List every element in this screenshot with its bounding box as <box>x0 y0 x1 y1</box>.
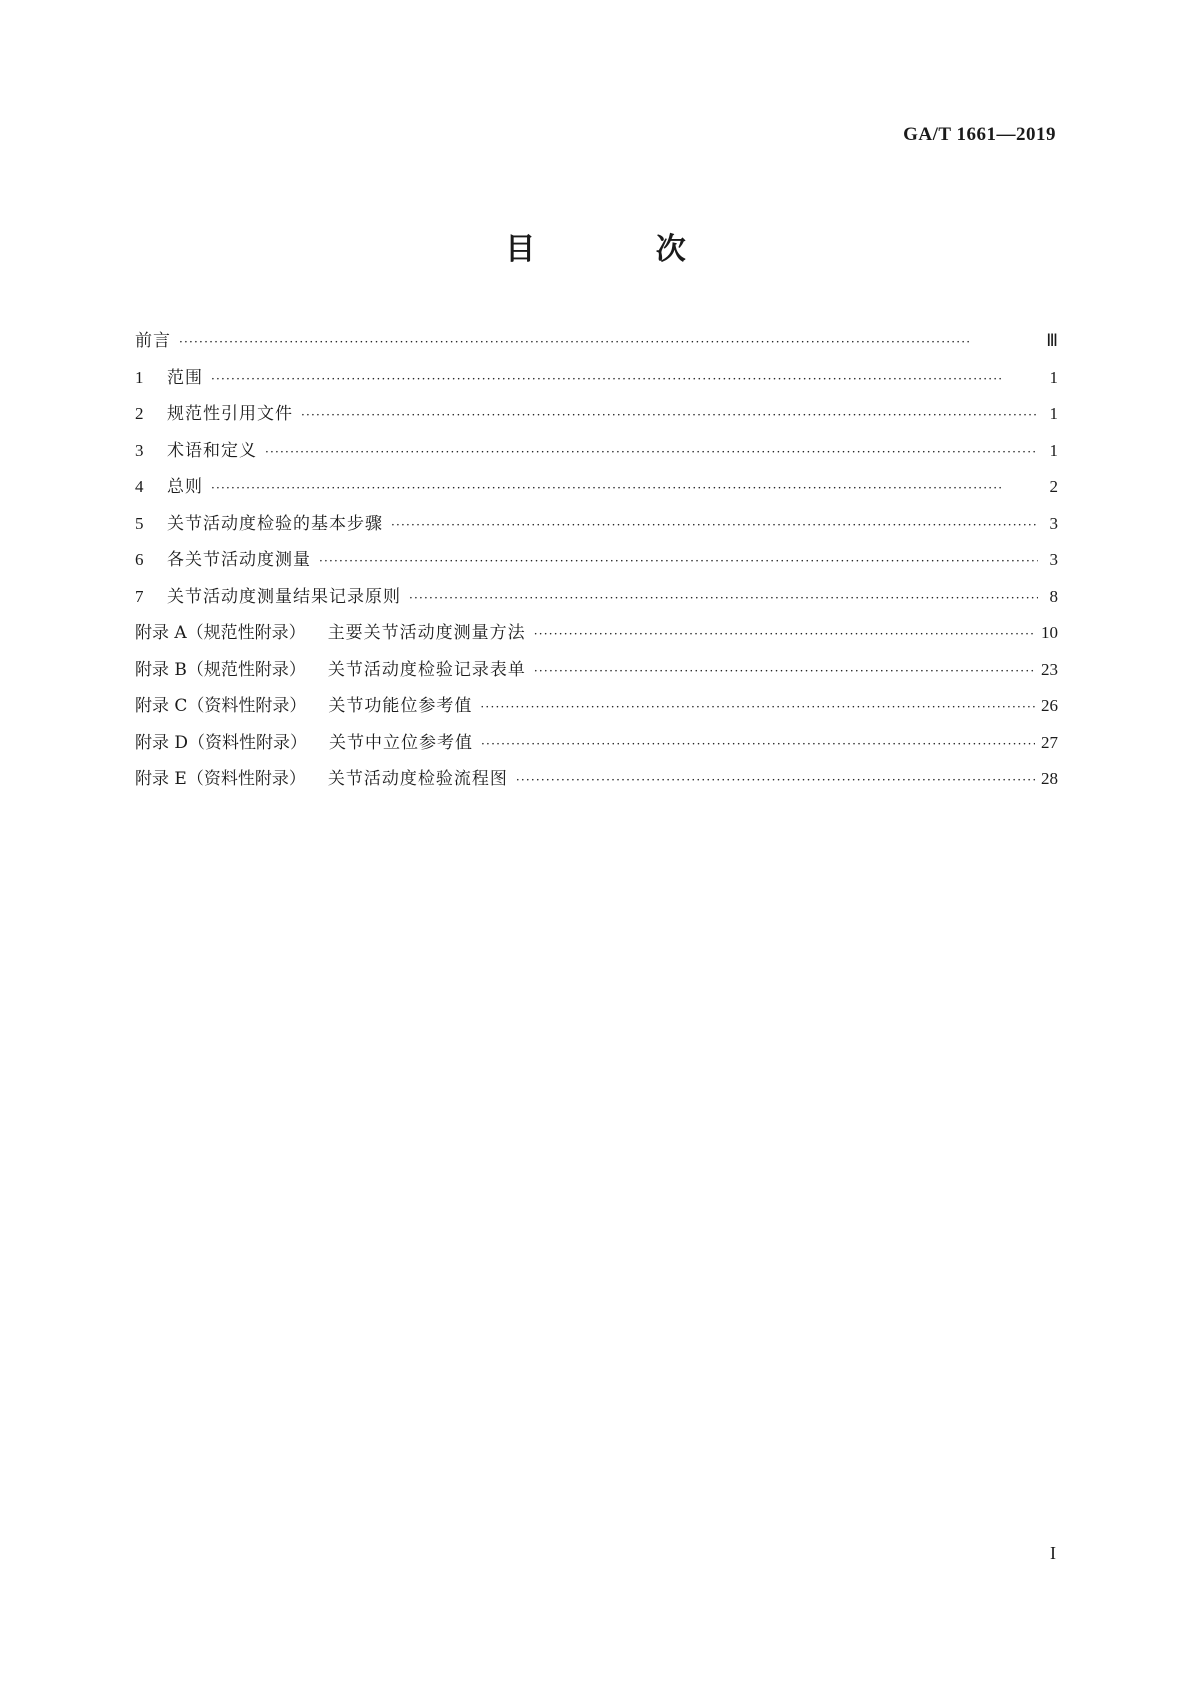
toc-entry-page: 1 <box>1049 440 1058 460</box>
toc-entry-1[interactable] <box>135 363 1058 400</box>
toc-leader-dots <box>480 700 1035 714</box>
page-number: I <box>1050 1543 1056 1563</box>
document-code: GA/T 1661—2019 <box>903 124 1056 145</box>
toc-entry-number: 4 <box>135 477 144 496</box>
toc-entry-2[interactable] <box>135 399 1058 436</box>
toc-entry-label: 规范性引用文件 <box>167 404 293 424</box>
toc-entry-page: 27 <box>1041 732 1058 752</box>
toc-entry-label: 关节活动度检验的基本步骤 <box>167 513 383 534</box>
toc-leader-dots <box>534 664 1035 678</box>
toc-entry-label: 主要关节活动度测量方法 <box>327 623 526 643</box>
toc-leader-dots <box>516 773 1035 787</box>
toc-entry-label: 范围 <box>167 367 203 388</box>
toc-entry-page: 10 <box>1041 623 1058 642</box>
toc-entry-page: 3 <box>1049 513 1058 533</box>
toc-entry-page: 2 <box>1049 477 1058 496</box>
toc-entry-page: 23 <box>1041 659 1058 679</box>
toc-entry-annex-a[interactable] <box>135 618 1058 655</box>
toc-entry-label: 前言 <box>135 331 171 351</box>
toc-entry-page: Ⅲ <box>1046 331 1058 350</box>
toc-leader-dots <box>301 408 1038 422</box>
toc-entry-6[interactable] <box>135 545 1058 582</box>
toc-leader-dots <box>534 627 1035 641</box>
toc-entry-label: 各关节活动度测量 <box>167 550 311 570</box>
toc-leader-dots <box>265 445 1038 459</box>
toc-entry-label: 关节活动度测量结果记录原则 <box>167 586 401 607</box>
toc-entry-page: 8 <box>1049 586 1058 606</box>
toc-entry-number: 2 <box>135 404 144 423</box>
toc-entry-3[interactable] <box>135 436 1058 473</box>
toc-entry-page: 3 <box>1049 550 1058 569</box>
toc-entry-page: 28 <box>1041 769 1058 788</box>
toc-entry-annex-c[interactable] <box>135 691 1058 728</box>
toc-entry-page: 1 <box>1049 404 1058 423</box>
toc-leader-dots <box>319 554 1038 568</box>
toc-entry-label: 关节中立位参考值 <box>329 732 474 753</box>
toc-entry-annex-d[interactable] <box>135 728 1058 765</box>
toc-leader-dots <box>211 481 1038 495</box>
toc-entry-7[interactable] <box>135 582 1058 619</box>
toc-annex-prefix: 附录 B（规范性附录） <box>135 659 306 680</box>
toc-leader-dots <box>179 335 1038 349</box>
toc-annex-prefix: 附录 D（资料性附录） <box>135 732 308 753</box>
toc-entry-annex-b[interactable] <box>135 655 1058 692</box>
toc-entry-number: 7 <box>135 586 144 606</box>
toc-annex-prefix: 附录 A（规范性附录） <box>135 623 306 643</box>
page-title: 目 次 <box>505 232 741 267</box>
toc-entry-label: 关节活动度检验流程图 <box>327 769 508 789</box>
toc-leader-dots <box>211 372 1038 386</box>
toc-entry-number: 5 <box>135 513 144 533</box>
toc-annex-prefix: 附录 E（资料性附录） <box>135 769 306 789</box>
toc-entry-label: 关节功能位参考值 <box>328 696 473 716</box>
toc-entry-page: 1 <box>1049 367 1058 387</box>
toc-leader-dots <box>409 591 1038 605</box>
toc-entry-label: 关节活动度检验记录表单 <box>327 659 526 680</box>
toc-entry-label: 术语和定义 <box>167 440 257 461</box>
table-of-contents <box>135 326 1058 801</box>
toc-entry-page: 26 <box>1041 696 1058 715</box>
toc-leader-dots <box>481 737 1035 751</box>
toc-entry-number: 1 <box>135 367 144 387</box>
toc-annex-prefix: 附录 C（资料性附录） <box>135 696 307 716</box>
toc-leader-dots <box>391 518 1038 532</box>
toc-entry-number: 3 <box>135 440 144 460</box>
toc-entry-5[interactable] <box>135 509 1058 546</box>
toc-entry-foreword[interactable] <box>135 326 1058 363</box>
toc-entry-number: 6 <box>135 550 144 569</box>
toc-entry-4[interactable] <box>135 472 1058 509</box>
toc-entry-label: 总则 <box>167 477 203 497</box>
toc-entry-annex-e[interactable] <box>135 764 1058 801</box>
